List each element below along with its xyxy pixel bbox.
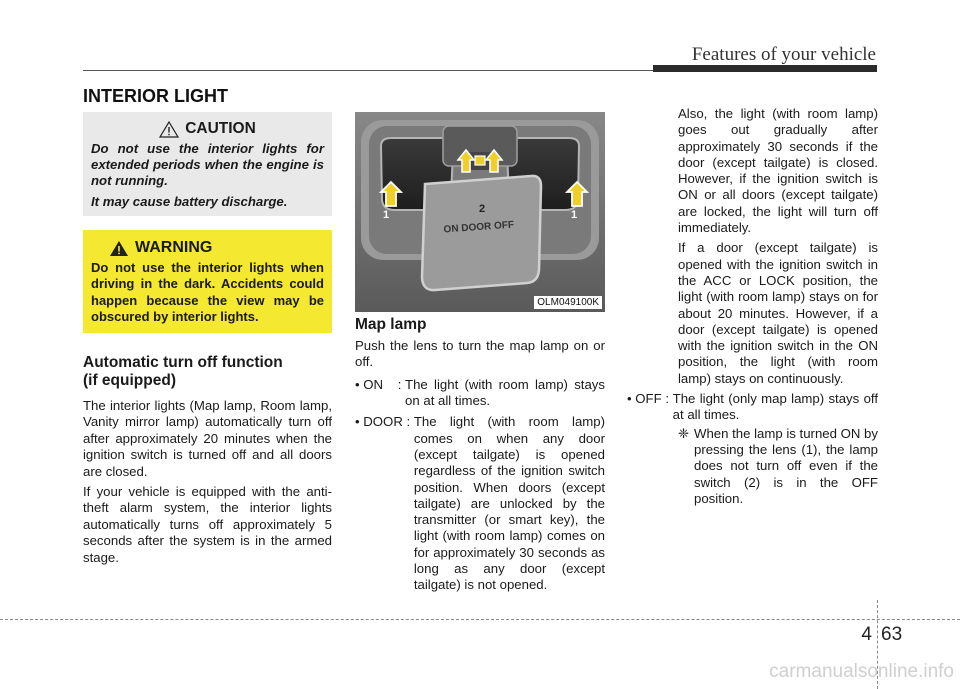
auto-off-paragraph-2: If your vehicle is equipped with the anti-theft alarm system, the interior lights automatically turns off approximately 5 seconds after the system is in the armed stage. <box>83 484 332 565</box>
caution-text <box>91 141 324 210</box>
map-lamp-illustration <box>355 112 605 312</box>
warning-text: Do not use the interior lights when driving in the dark. Accidents could happen because the view may be obscured by interior lights. <box>91 260 324 324</box>
caution-box <box>83 112 332 216</box>
map-lamp-title: Map lamp <box>355 316 427 333</box>
on-key: • ON : <box>355 376 406 392</box>
chapter-number: 4 <box>861 624 872 645</box>
off-note <box>627 426 878 507</box>
warning-triangle-filled-icon <box>109 240 129 257</box>
note-text: When the lamp is turned ON by pressing the lens (1), the lamp does not turn off even if the switch (2) is in the OFF position. <box>694 425 878 506</box>
auto-off-paragraph-1: The interior lights (Map lamp, Room lamp, Vanity mirror lamp) automatically turn off after approximately 20 minutes when the ignition switch is turned off and all doors are closed. <box>83 398 332 479</box>
figure-caption: OLM049100K <box>534 296 602 309</box>
caution-header <box>91 120 324 138</box>
watermark: carmanualsonline.info <box>769 661 954 682</box>
warning-triangle-outline-icon <box>159 121 179 138</box>
door-text: The light (with room lamp) comes on when any door (except tailgate) is opened regardless of the ignition switch position. When doors (except tailgate) are unlocked by the transmitter (or smart key), the light (with room lamp) comes on for approximately 30 seconds as long as any door (except tailgate) is not opened. <box>413 414 605 593</box>
continuation-paragraph-2: If a door (except tailgate) is opened with the ignition switch in the ACC or LOCK position, the light (with room lamp) stays on for about 20 minutes. However, if a door (except tailgate) is opened with the ignition switch in the ON position, the light (with room lamp) stays on continuously. <box>678 240 878 386</box>
page-header-title: Features of your vehicle <box>691 44 876 65</box>
switch-panel <box>422 176 541 290</box>
header-rule-thick <box>653 65 877 72</box>
caution-line-1: Do not use the interior lights for extended periods when the engine is not running. <box>91 141 324 188</box>
map-lamp-off-entry <box>627 391 878 424</box>
callout-2: 2 <box>479 203 486 215</box>
map-lamp-door-entry <box>355 414 605 593</box>
auto-off-title <box>83 354 332 390</box>
warning-box <box>83 230 332 333</box>
page-number: 63 <box>881 624 903 645</box>
switch-label: ON DOOR OFF <box>443 219 515 236</box>
map-lamp-figure <box>355 112 605 312</box>
warning-title: WARNING <box>135 239 213 256</box>
door-continuation <box>627 106 878 507</box>
map-lamp-section <box>355 316 605 599</box>
callout-1-right: 1 <box>571 209 578 221</box>
map-lamp-intro: Push the lens to turn the map lamp on or off. <box>355 338 605 370</box>
auto-off-title-line-1: Automatic turn off function <box>83 354 283 371</box>
on-text: The light (with room lamp) stays on at all times. <box>405 376 605 409</box>
door-key: • DOOR : <box>355 414 414 430</box>
caution-title: CAUTION <box>185 120 256 137</box>
caution-line-2: It may cause battery discharge. <box>91 194 288 209</box>
auto-off-title-line-2: (if equipped) <box>83 372 176 389</box>
section-title: INTERIOR LIGHT <box>83 86 228 106</box>
off-text: The light (only map lamp) stays off at all times. <box>672 391 878 423</box>
note-mark: ❈ <box>678 425 690 441</box>
warning-header <box>91 239 324 257</box>
footer-dashed-rule <box>0 619 960 620</box>
auto-off-section <box>83 354 332 570</box>
header-rule-thin <box>83 70 653 71</box>
continuation-paragraph-1: Also, the light (with room lamp) goes out gradually after approximately 30 seconds if the door (except tailgate) is closed. However, if the ignition switch is ON or all doors (except tailgate) are locked, the light will turn off immediately. <box>678 106 878 236</box>
callout-1-left: 1 <box>383 209 390 221</box>
off-key: • OFF : <box>627 391 673 407</box>
map-lamp-on-entry <box>355 377 605 410</box>
